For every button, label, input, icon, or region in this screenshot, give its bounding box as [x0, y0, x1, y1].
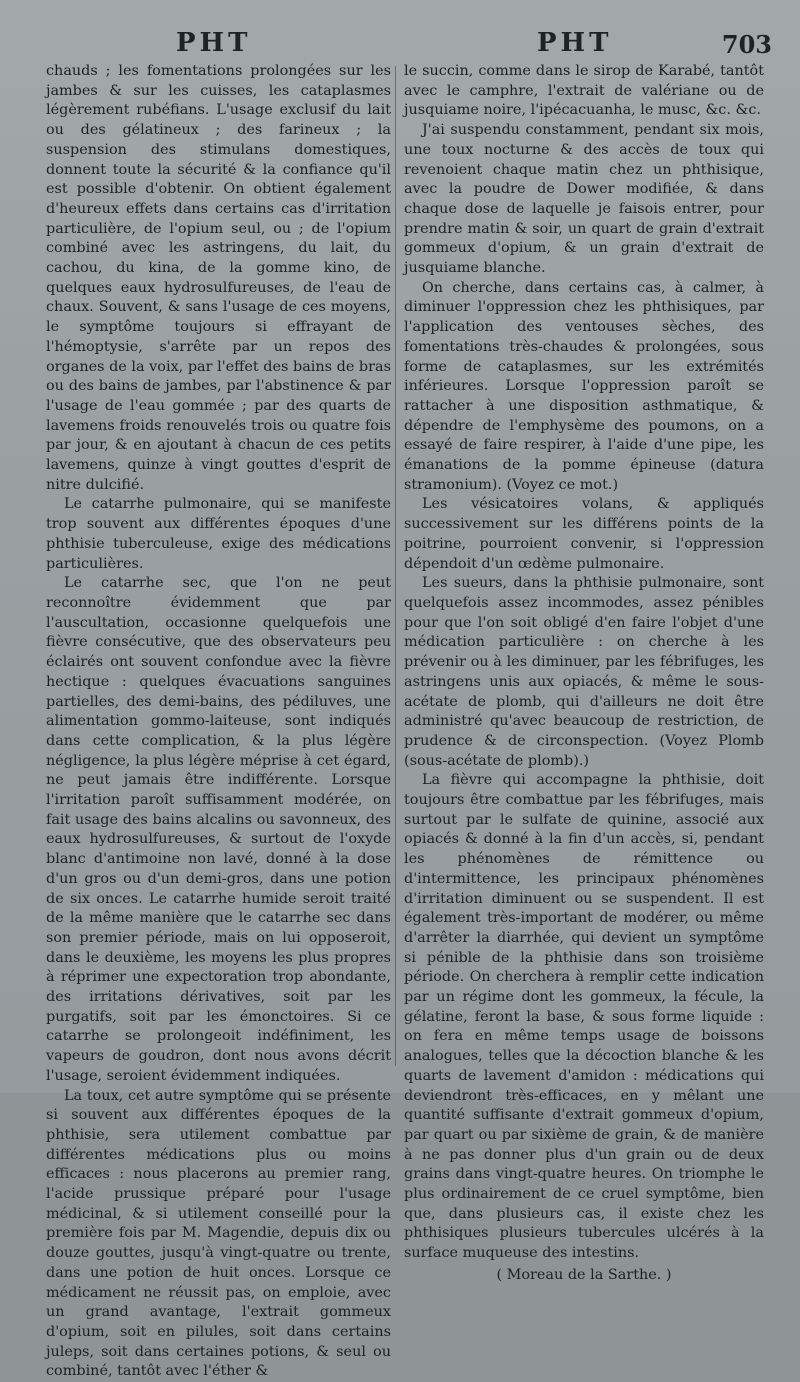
right-running-head: PHT: [537, 28, 613, 58]
paragraph: La toux, cet autre symptôme qui se présente si souvent aux différentes époques de la phthisie, sera utilement combattue par différentes médications plus ou moins efficaces : nous placerons au premier rang, l'acide prussique préparé pour l'usage médicinal, & si utilement conseillé pour la première fois par M. Magendie, depuis dix ou douze gouttes, jusqu'à vingt-quatre ou trente, dans une potion de huit onces. Lorsque ce médicament ne réussit pas, on emploie, avec un grand avantage, l'extrait gommeux d'opium, soit en pilules, soit dans certains juleps, soit dans certaines potions, & seul ou combiné, tantôt avec l'éther &: [46, 1087, 391, 1380]
left-column: [46, 62, 391, 1380]
paragraph: On cherche, dans certains cas, à calmer, à diminuer l'oppression chez les phthisiques, par l'application des ventouses sèches, des fomentations très-chaudes & prolongées, sous forme de cataplasmes, sur les extrémités inférieures. Lorsque l'oppression paroît se rattacher à une disposition asthmatique, & dépendre de l'emphysème des poumons, on a essayé de faire respirer, à l'aide d'une pipe, les émanations de la pomme épineuse (datura stramonium). (Voyez ce mot.): [404, 279, 764, 493]
paragraph: La fièvre qui accompagne la phthisie, doit toujours être combattue par les fébrifuges, mais surtout par le sulfate de quinine, associé aux opiacés & donné à la fin d'un accès, si, pendant les phénomènes de rémittence ou d'intermittence, les principaux phénomènes d'irritation diminuent ou se suspendent. Il est également très-important de modérer, ou même d'arrêter la diarrhée, qui devient un symptôme si pénible de la phthisie dans son troisième période. On cherchera à remplir cette indication par un régime dont les gommeux, la fécule, la gélatine, feront la base, & sous forme liquide : on fera en même temps usage de boissons analogues, telles que la décoction blanche & les quarts de lavement d'amidon : médications qui deviendront très-efficaces, en y mêlant une quantité suffisante d'extrait gommeux d'opium, par quart ou par sixième de grain, & de manière à ne pas donner plus d'un grain ou de deux grains dans vingt-quatre heures. On triomphe le plus ordinairement de ce cruel symptôme, bien que, dans plusieurs cas, il existe chez les phthisiques plusieurs tubercules ulcérés à la surface muqueuse des intestins.: [404, 772, 764, 1262]
page-number: 703: [721, 30, 772, 59]
paragraph: Les vésicatoires volans, & appliqués successivement sur les différens points de la poitrine, pourroient convenir, si l'oppression dépendoit d'un œdème pulmonaire.: [404, 496, 764, 572]
paragraph: Les sueurs, dans la phthisie pulmonaire, sont quelquefois assez incommodes, assez pénibles pour que l'on soit obligé d'en faire l'objet d'une médication particulière : on cherche à les prévenir ou à les diminuer, par les fébrifuges, les astringens unis aux opiacés, & même le sous-acétate de plomb, qui d'ailleurs ne doit être administré qu'avec beaucoup de restriction, de prudence & de circonspection. (Voyez Plomb (sous-acétate de plomb).): [404, 575, 764, 769]
paragraph: le succin, comme dans le sirop de Karabé, tantôt avec le camphre, l'extrait de valériane ou de jusquiame noire, l'ipécacuanha, le musc, &c. &c.: [404, 63, 764, 119]
paragraph: Le catarrhe sec, que l'on ne peut reconnoître évidemment que par l'auscultation, occasionne quelquefois une fièvre consécutive, que des observateurs peu éclairés ont souvent confondue avec la fièvre hectique : quelques évacuations sanguines partielles, des demi-bains, des pédiluves, une alimentation gommo-laiteuse, sont indiqués dans cette complication, & la plus légère négligence, la plus légère méprise à cet égard, ne peut jamais être indifférente. Lorsque l'irritation paroît suffisamment modérée, on fait usage des bains alcalins ou savonneux, des eaux hydrosulfureuses, & surtout de l'oxyde blanc d'antimoine non lavé, donné à la dose d'un gros ou d'un demi-gros, dans une potion de six onces. Le catarrhe humide seroit traité de la même manière que le catarrhe sec dans son premier période, mais on lui opposeroit, dans le deuxième, les moyens les plus propres à réprimer une expectoration trop abondante, des irritations dérivatives, soit par les purgatifs, soit par les émonctoires. Si ce catarrhe se prolongeoit indéfiniment, les vapeurs de goudron, dont nous avons décrit l'usage, seroient évidemment indiquées.: [46, 575, 391, 1084]
paragraph: J'ai suspendu constamment, pendant six mois, une toux nocturne & des accès de toux qui revenoient chaque matin chez un phthisique, avec la poudre de Dower modifiée, & dans chaque dose de laquelle je faisois entrer, pour prendre matin & soir, un quart de grain d'extrait gommeux d'opium, & un grain d'extrait de jusquiame blanche.: [404, 122, 764, 277]
right-column: [404, 62, 764, 1283]
paragraph: chauds ; les fomentations prolongées sur les jambes & sur les cuisses, les cataplasmes légèrement rubéfians. L'usage exclusif du lait ou des gélatineux ; des farineux ; la suspension des stimulans domestiques, donnent toute la sécurité & la confiance qu'il est possible d'obtenir. On obtient également d'heureux effets dans certains cas d'irritation particulière, de l'opium seul, ou ; de l'opium combiné avec les astringens, du lait, du cachou, du kina, de la gomme kino, de quelques eaux hydrosulfureuses, de l'eau de chaux. Souvent, & sans l'usage de ces moyens, le symptôme toujours si effrayant de l'hémoptysie, s'arrête par un repos des organes de la voix, par l'effet des bains de bras ou des bains de jambes, par l'abstinence & par l'usage de l'eau gommée ; par des quarts de lavemens froids renouvelés trois ou quatre fois par jour, & en ajoutant à chacun de ces petits lavemens, quinze à vingt gouttes d'esprit de nitre dulcifié.: [46, 63, 391, 493]
left-running-head: PHT: [176, 28, 252, 58]
author-signature: ( Moreau de la Sarthe. ): [496, 1266, 672, 1283]
column-divider: [395, 66, 396, 1066]
paragraph: Le catarrhe pulmonaire, qui se manifeste trop souvent aux différentes époques d'une phthisie tuberculeuse, exige des médications particulières.: [46, 496, 391, 572]
